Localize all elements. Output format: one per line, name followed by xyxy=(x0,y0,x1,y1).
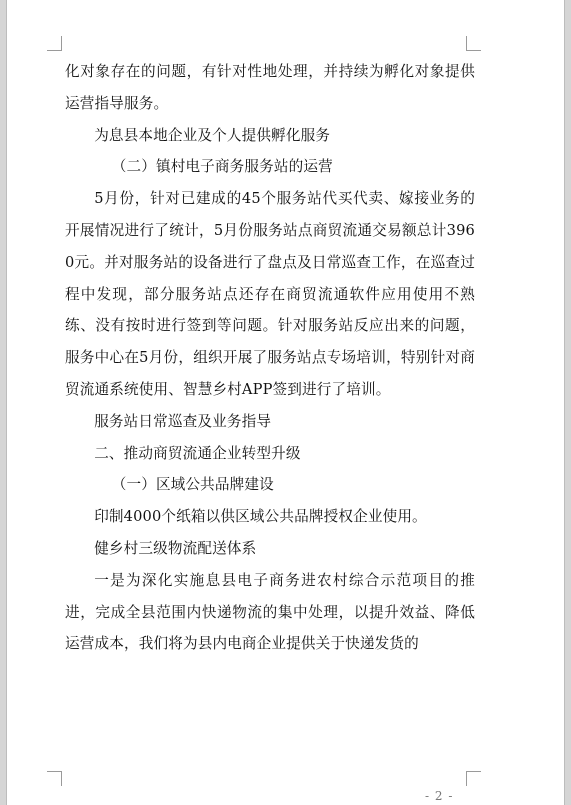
crop-mark-top-left xyxy=(47,36,62,51)
section-heading-enterprise-upgrade[interactable]: 二、推动商贸流通企业转型升级 xyxy=(94,444,301,462)
paragraph-service-station-statistics[interactable]: 5月份，针对已建成的45个服务站代买代卖、嫁接业务的开展情况进行了统计，5月份服务站点商贸流通交易额总计3960元。并对服务站的设备进行了盘点及日常巡查工作，在巡查过程中发现，部分服务站点还存在商贸流通软件应用使用不熟练、没有按时进行签到等问题。针对服务站反应出来的问题，服务中心在5月份，组织开展了服务站点专场培训，特别针对商贸流通系统使用、智慧乡村APP签到进行了培训。 xyxy=(65,190,475,398)
paragraph-carton-printing[interactable]: 印制4000个纸箱以供区域公共品牌授权企业使用。 xyxy=(94,508,427,526)
section-heading-service-station[interactable]: （二）镇村电子商务服务站的运营 xyxy=(111,158,333,176)
paragraph-express-logistics[interactable]: 一是为深化实施息县电子商务进农村综合示范项目的推进，完成全县范围内快递物流的集中处理，以提升效益、降低运营成本，我们将为县内电商企业提供关于快递发货的 xyxy=(65,571,475,653)
document-body[interactable] xyxy=(65,56,475,660)
paragraph-incubation-guidance[interactable]: 化对象存在的问题，有针对性地处理，并持续为孵化对象提供运营指导服务。 xyxy=(65,63,475,112)
crop-mark-top-right xyxy=(466,36,481,51)
crop-mark-bottom-left xyxy=(47,771,62,786)
page-number: - 2 - xyxy=(425,789,454,803)
document-page xyxy=(6,0,565,805)
paragraph-logistics-system[interactable]: 健乡村三级物流配送体系 xyxy=(94,539,257,557)
section-heading-public-brand[interactable]: （一）区域公共品牌建设 xyxy=(111,476,274,494)
paragraph-incubation-service[interactable]: 为息县本地企业及个人提供孵化服务 xyxy=(94,126,331,144)
crop-mark-bottom-right xyxy=(466,771,481,786)
paragraph-daily-inspection[interactable]: 服务站日常巡查及业务指导 xyxy=(94,412,272,430)
